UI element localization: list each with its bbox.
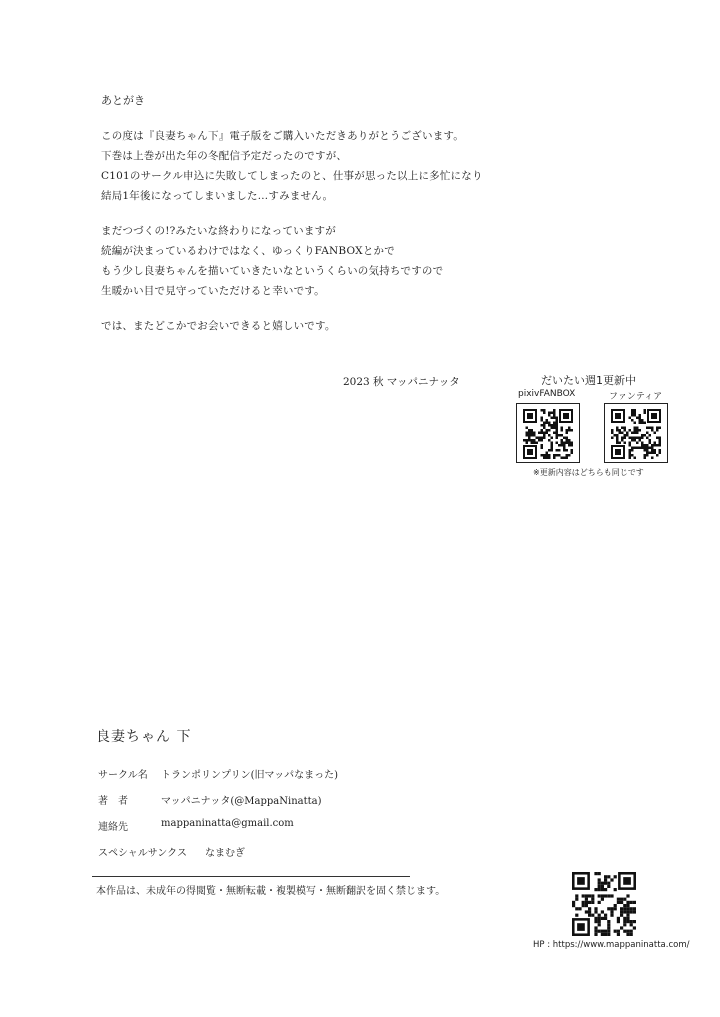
afterword-line: 結局1年後になってしまいました…すみません。 — [101, 190, 334, 202]
author-label: 著 者 — [98, 796, 128, 807]
afterword-line: この度は『良妻ちゃん下』電子版をご購入いただきありがとうございます。 — [101, 130, 464, 142]
circle-label: サークル名 — [98, 770, 148, 781]
author-name: マッパニナッタ(@MappaNinatta) — [161, 796, 322, 807]
afterword-line: もう少し良妻ちゃんを描いていきたいなというくらいの気持ちですので — [101, 265, 444, 277]
afterword-line: 続編が決まっているわけではなく、ゆっくりFANBOXとかで — [101, 245, 395, 257]
contact-email[interactable]: mappaninatta@gmail.com — [161, 818, 294, 829]
copyright-notice: 本作品は、未成年の得閲覧・無断転載・複製模写・無断翻訳を固く禁じます。 — [96, 886, 446, 897]
qr-code-icon — [611, 409, 661, 459]
fanbox-label: pixivFANBOX — [518, 389, 576, 399]
afterword-line: 下巻は上巻が出た年の冬配信予定だったのですが、 — [101, 150, 348, 162]
afterword-line: まだつづくの!?みたいな終わりになっていますが — [101, 225, 336, 237]
contact-label: 連絡先 — [98, 822, 128, 833]
afterword-line: では、またどこかでお会いできると嬉しいです。 — [101, 320, 336, 332]
book-title: 良妻ちゃん 下 — [96, 729, 192, 745]
divider — [92, 876, 410, 877]
afterword-title: あとがき — [101, 94, 145, 107]
update-heading: だいたい週1更新中 — [541, 374, 636, 387]
homepage-url[interactable]: HP : https://www.mappaninatta.com/ — [533, 940, 690, 950]
circle-name: トランポリンプリン(旧マッパなまった) — [161, 770, 339, 781]
fantia-label: ファンティア — [609, 392, 663, 402]
qr-code-icon — [523, 409, 573, 459]
afterword-line: 生暖かい目で見守っていただけると幸いです。 — [101, 285, 325, 297]
fantia-qr-code[interactable] — [604, 403, 668, 463]
thanks-label: スペシャルサンクス — [98, 848, 187, 859]
homepage-qr-code[interactable] — [572, 872, 636, 936]
fanbox-qr-code[interactable] — [516, 403, 580, 463]
signature: 2023 秋 マッパニナッタ — [343, 376, 460, 388]
thanks-name: なまむぎ — [205, 848, 245, 859]
qr-note: ※更新内容はどちらも同じです — [533, 468, 644, 477]
page-number — [12, 986, 15, 995]
afterword-line: C101のサークル申込に失敗してしまったのと、仕事が思った以上に多忙になり — [101, 170, 483, 182]
